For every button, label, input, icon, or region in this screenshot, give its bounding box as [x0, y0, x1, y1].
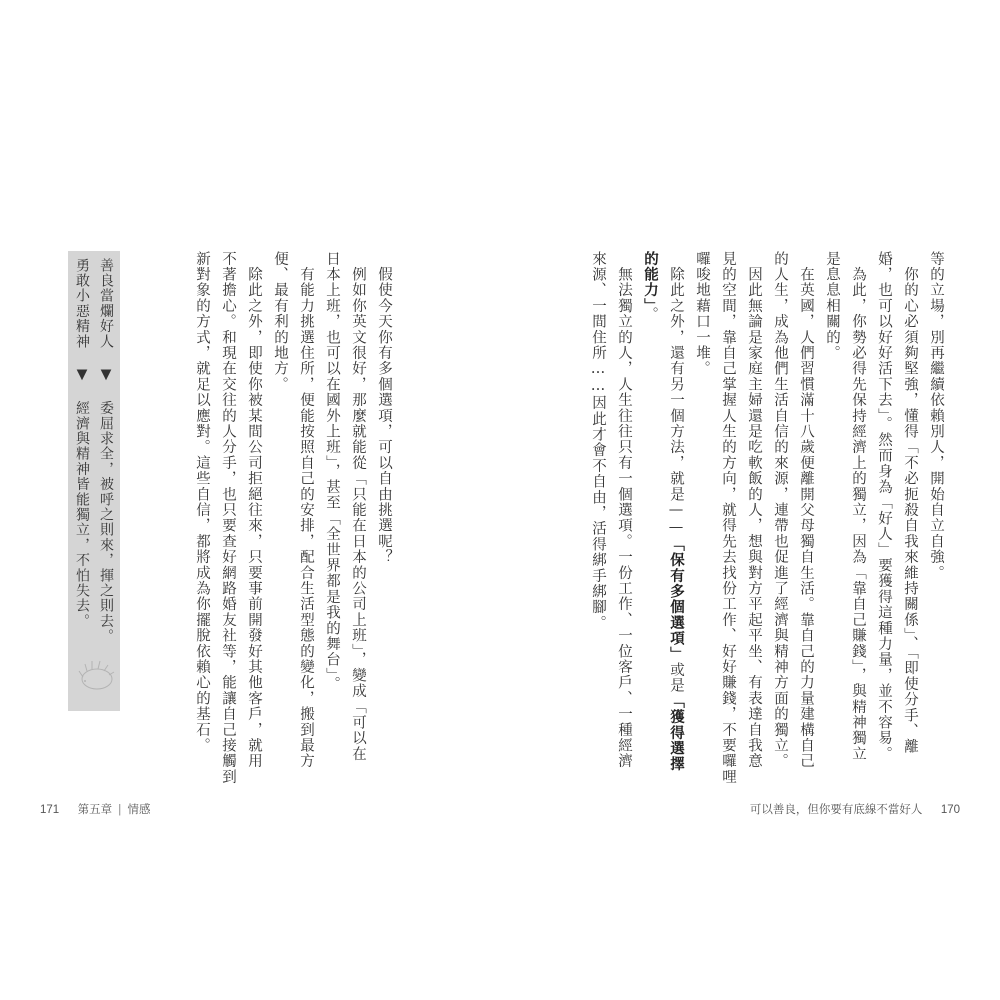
text-column — [899, 251, 921, 755]
text-column — [925, 251, 947, 581]
text-segment: 在英國，人們習慣滿十八歲便離開父母獨自生活。靠自己的力量建構自己 — [798, 251, 814, 770]
text-column — [665, 251, 687, 772]
sidebar-line: 勇敢小惡精神 ▼ 經濟與精神皆能獨立，不怕失去。 — [74, 258, 90, 629]
text-column — [639, 251, 661, 322]
text-column — [821, 251, 843, 361]
text-segment: 因此無論是家庭主婦還是吃軟飯的人，想與對方平起平坐、有表達自我意 — [746, 251, 762, 770]
emphasis-text: 「保有多個選項」 — [668, 536, 685, 663]
text-column — [295, 251, 317, 769]
text-column — [321, 251, 343, 692]
text-column — [769, 251, 791, 769]
text-column — [217, 251, 239, 785]
text-segment: 便、最有利的地方。 — [272, 251, 288, 393]
text-column — [847, 251, 869, 762]
text-column — [587, 251, 609, 631]
footer-separator: | — [118, 804, 122, 816]
text-segment: 見的空間，靠自己掌握人生的方向，就得先去找份工作、好好賺錢，不要囉哩 — [720, 251, 736, 785]
text-segment: 來源、一間住所……因此才會不自由，活得綁手綁腳。 — [590, 251, 606, 631]
text-column — [613, 251, 635, 769]
book-title: 可以善良，但你要有底線不當好人 — [749, 804, 923, 816]
text-column — [691, 251, 713, 377]
text-segment: 除此之外，即使你被某間公司拒絕往來，只要事前開發好其他客戶，就用 — [246, 251, 262, 770]
text-segment: 等的立場，別再繼續依賴別人，開始自立自強。 — [928, 251, 944, 581]
text-segment: 或是 — [668, 662, 684, 694]
text-column — [347, 251, 369, 762]
text-column — [191, 251, 213, 753]
left-page-footer — [40, 801, 151, 817]
emphasis-text: 的能力」 — [642, 251, 659, 307]
emphasis-text: 「獲得選擇 — [668, 693, 685, 773]
text-segment: 囉唆地藉口一堆。 — [694, 251, 710, 377]
text-segment: 為此，你勢必得先保持經濟上的獨立，因為「靠自己賺錢」，與精神獨立 — [850, 251, 866, 762]
text-column — [243, 251, 265, 769]
text-segment: 的人生，成為他們生活自信的來源，連帶也促進了經濟與精神方面的獨立。 — [772, 251, 788, 770]
text-segment: 是息息相關的。 — [824, 251, 840, 361]
text-segment: 除此之外，還有另一個方法，就是—— — [668, 251, 684, 537]
text-column — [873, 251, 895, 762]
right-page-footer — [750, 801, 960, 817]
text-column — [795, 251, 817, 769]
text-segment: 日本上班，也可以在國外上班」，甚至「全世界都是我的舞台」。 — [324, 251, 340, 692]
text-segment: 。 — [642, 306, 658, 323]
text-column — [373, 251, 395, 565]
text-segment: 新對象的方式，就足以應對。這些自信，都將成為你擺脫依賴心的基石。 — [194, 251, 210, 754]
text-segment: 例如你英文很好，那麼就能從「只能在日本的公司上班」，變成「可以在 — [350, 251, 366, 762]
text-segment: 婚，也可以好好活下去」。然而身為「好人」要獲得這種力量，並不容易。 — [876, 251, 892, 762]
page-number: 171 — [40, 804, 60, 816]
chapter-label: 第五章 — [77, 804, 113, 816]
chapter-title: 情感 — [127, 804, 151, 816]
text-segment: 有能力挑選住所，便能按照自己的安排，配合生活型態的變化，搬到最方 — [298, 251, 314, 770]
text-column — [269, 251, 291, 392]
text-column — [717, 251, 739, 785]
text-segment: 無法獨立的人，人生往往只有一個選項。一份工作、一位客戶、一種經濟 — [616, 251, 632, 770]
text-segment: 假使今天你有多個選項，可以自由挑選呢？ — [376, 251, 392, 565]
hedgehog-illustration-icon — [75, 655, 115, 695]
page-number: 170 — [940, 804, 960, 816]
text-column — [743, 251, 765, 769]
sidebar-line: 善良當爛好人 ▼ 委屈求全，被呼之則來，揮之則去。 — [98, 258, 114, 644]
text-segment: 你的心必須夠堅強，懂得「不必扼殺自我來維持關係」、「即使分手、離 — [902, 251, 918, 755]
text-segment: 不著擔心。和現在交往的人分手，也只要查好網路婚友社等，能讓自己接觸到 — [220, 251, 236, 785]
